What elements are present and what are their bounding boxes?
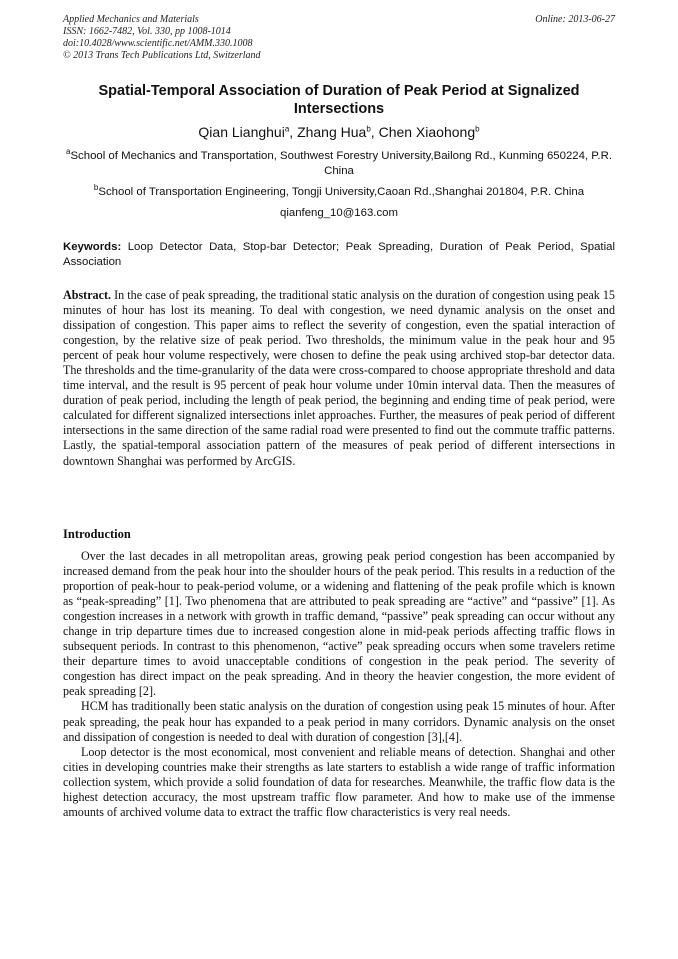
issn-line: ISSN: 1662-7482, Vol. 330, pp 1008-1014 xyxy=(63,26,231,37)
author-separator: , xyxy=(370,124,379,140)
author-name: Qian Lianghui xyxy=(198,124,285,140)
paragraph: Loop detector is the most economical, most convenient and reliable means of detection. Shanghai and other cities in developing countries make their strengths as late starters to establish a wide range of traffic information collection system, which provide a solid foundation of data for researches. Meanwhile, the traffic flow data is the highest detection accuracy, the most upstream traffic flow parameter. And how to make use of the immense amounts of archived volume data to extract the traffic flow characteristics is very real needs. xyxy=(63,744,615,819)
affiliation-text: School of Transportation Engineering, Tongji University,Caoan Rd.,Shanghai 201804, P.R. China xyxy=(98,186,585,198)
paper-title: Spatial-Temporal Association of Duration of Peak Period at Signalized Intersections xyxy=(98,83,580,117)
paragraph: HCM has traditionally been static analysis on the duration of congestion using peak 15 minutes of hour. After peak spreading, the peak hour has expanded to a peak period in many corridors. Dynamic analysis on the onset and dissipation of congestion is needed to deal with duration of congestion [3],[4]. xyxy=(63,699,615,744)
author-name: Chen Xiaohong xyxy=(378,124,476,140)
doi-line: doi:10.4028/www.scientific.net/AMM.330.1008 xyxy=(63,38,253,49)
section-heading: Introduction xyxy=(63,527,131,541)
author-email: qianfeng_10@163.com xyxy=(280,207,398,219)
author-affiliation-marker: a xyxy=(284,124,290,134)
affiliation-marker: a xyxy=(65,147,71,157)
keywords-label: Keywords: xyxy=(63,241,122,253)
author-separator: , xyxy=(289,124,298,140)
author-affiliation-marker: b xyxy=(475,124,480,134)
abstract-text: In the case of peak spreading, the traditional static analysis on the duration of congestion using peak 15 minutes of hour has lost its meaning. To deal with congestion, we need dynamic analysis on the onset and dissipation of congestion. This paper aims to reflect the severity of congestion, even the spatial interaction of congestion, by the relative size of peak period. Two thresholds, the minimum value in the peak hour and 95 percent of peak hour volume respectively, were chosen to define the peak using archived stop-bar detector data. The thresholds and the time-granularity of the data were cross-compared to choose appropriate threshold and data time interval, and the result is 95 percent of peak hour volume under 10min interval data. Then the measures of duration of peak period, including the length of peak period, the beginning and ending time of peak period, were calculated for different signalized intersections inlet approaches. Further, the measures of peak period of different intersections in the same direction of the same radial road were presented to find out the commute traffic patterns. Lastly, the spatial-temporal association pattern of the measures of peak period of different intersections in downtown Shanghai was performed by ArcGIS. xyxy=(63,288,615,468)
keywords-text: Loop Detector Data, Stop-bar Detector; Peak Spreading, Duration of Peak Period, Spatial Association xyxy=(63,241,615,268)
author-affiliation-marker: b xyxy=(366,124,371,134)
abstract-block xyxy=(63,288,615,469)
abstract-label: Abstract. xyxy=(63,288,112,302)
journal-header xyxy=(63,14,615,62)
keywords-block xyxy=(63,240,615,270)
affiliation-text: School of Mechanics and Transportation, Southwest Forestry University,Bailong Rd., Kunming 650224, P.R. China xyxy=(70,150,612,177)
affiliation-marker: b xyxy=(93,183,99,193)
introduction-body xyxy=(63,549,615,820)
affiliation-b xyxy=(63,185,615,200)
author-name: Zhang Hua xyxy=(297,124,367,140)
affiliation-a xyxy=(63,149,615,179)
author-list xyxy=(63,123,615,141)
journal-name: Applied Mechanics and Materials xyxy=(63,14,199,25)
copyright-line: © 2013 Trans Tech Publications Ltd, Switzerland xyxy=(63,50,261,61)
online-date: Online: 2013-06-27 xyxy=(535,14,615,25)
paragraph: Over the last decades in all metropolitan areas, growing peak period congestion has been accompanied by increased demand from the peak hour into the shoulder hours of the peak period. This results in a reduction of the proportion of peak-hour to peak-period volume, or a widening and flattening of the peak profile which is known as “peak-spreading” [1]. Two phenomena that are attributed to peak spreading are “active” and “passive” [1]. As congestion increases in a network with growth in traffic demand, “passive” peak spreading can occur without any change in trip departure times due to increased congestion alone in mid-peak periods affecting traffic flows in subsequent periods. In contrast to this phenomenon, “active” peak spreading occurs when some travelers retime their departure times to avoid unacceptable conditions of congestion in the peak period. The severity of congestion has direct impact on the peak spreading. And in theory the heavier congestion, the more evident of peak spreading [2]. xyxy=(63,549,615,699)
